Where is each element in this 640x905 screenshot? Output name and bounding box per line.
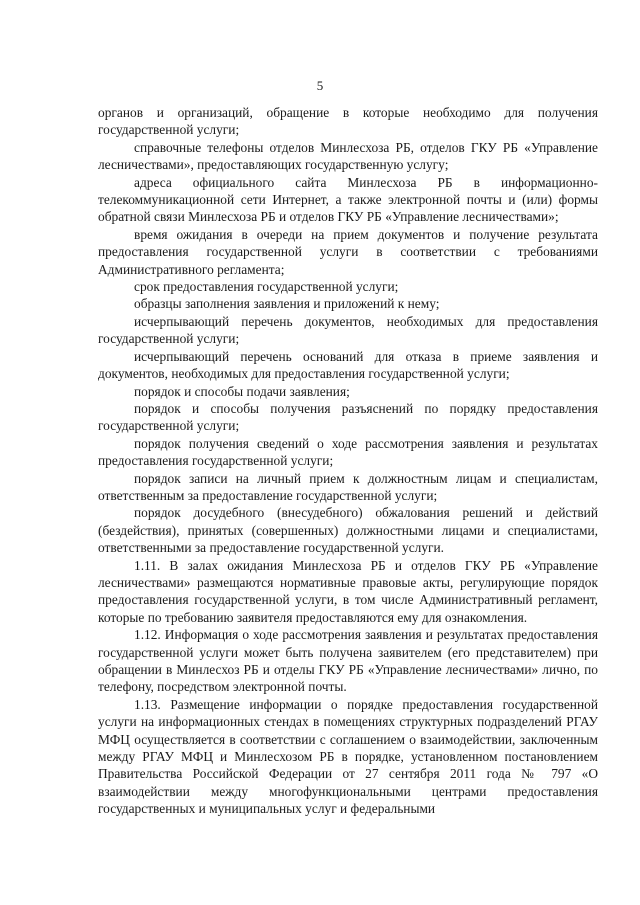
paragraph: адреса официального сайта Минлесхоза РБ в информационно-телекоммуникационной сети Интернет, а также электронной почты и (или) формы обратной связи Минлесхоза РБ и отделов ГКУ РБ «Управление лесничествами»; [98,174,598,225]
paragraph: порядок досудебного (внесудебного) обжалования решений и действий (бездействия), принятых (совершенных) должностными лицами и специалистами, ответственными за предоставление государственной услуги. [98,505,598,556]
paragraph: 1.12. Информация о ходе рассмотрения заявления и результатах предоставления государственной услуги может быть получена заявителем (его представителем) при обращении в Минлесхоз РБ и отделы ГКУ РБ «Управление лесничествами» лично, по телефону, посредством электронной почты. [98,627,598,695]
paragraph: 1.13. Размещение информации о порядке предоставления государственной услуги на информационных стендах в помещениях структурных подразделений РГАУ МФЦ осуществляется в соответствии с соглашением о взаимодействии, заключенным между РГАУ МФЦ и Минлесхозом РБ в порядке, установленном постановлением Правительства Российской Федерации от 27 сентября 2011 года № 797 «О взаимодействии между многофункциональными центрами предоставления государственных и муниципальных услуг и федеральными [98,696,598,817]
paragraph: справочные телефоны отделов Минлесхоза РБ, отделов ГКУ РБ «Управление лесничествами», предоставляющих государственную услугу; [98,139,598,173]
paragraph: время ожидания в очереди на прием документов и получение результата предоставления государственной услуги в соответствии с требованиями Административного регламента; [98,226,598,277]
paragraph: исчерпывающий перечень документов, необходимых для предоставления государственной услуги; [98,313,598,347]
paragraph: образцы заполнения заявления и приложений к нему; [134,296,440,312]
paragraph: исчерпывающий перечень оснований для отказа в приеме заявления и документов, необходимых для предоставления государственной услуги; [98,348,598,382]
paragraph: порядок и способы получения разъяснений по порядку предоставления государственной услуги; [98,400,598,434]
page-number: 5 [316,78,324,93]
paragraph: 1.11. В залах ожидания Минлесхоза РБ и отделов ГКУ РБ «Управление лесничествами» размещаются нормативные правовые акты, регулирующие порядок предоставления государственной услуги, в том числе Административный регламент, которые по требованию заявителя предоставляются ему для ознакомления. [98,557,598,625]
paragraph: органов и организаций, обращение в которые необходимо для получения государственной услуги; [98,105,598,138]
paragraph: порядок записи на личный прием к должностным лицам и специалистам, ответственным за предоставление государственной услуги; [98,470,598,503]
paragraph: порядок получения сведений о ходе рассмотрения заявления и результатах предоставления государственной услуги; [98,435,598,469]
paragraph: порядок и способы подачи заявления; [134,383,350,399]
document-body [98,104,598,818]
paragraph: срок предоставления государственной услуги; [134,279,399,295]
